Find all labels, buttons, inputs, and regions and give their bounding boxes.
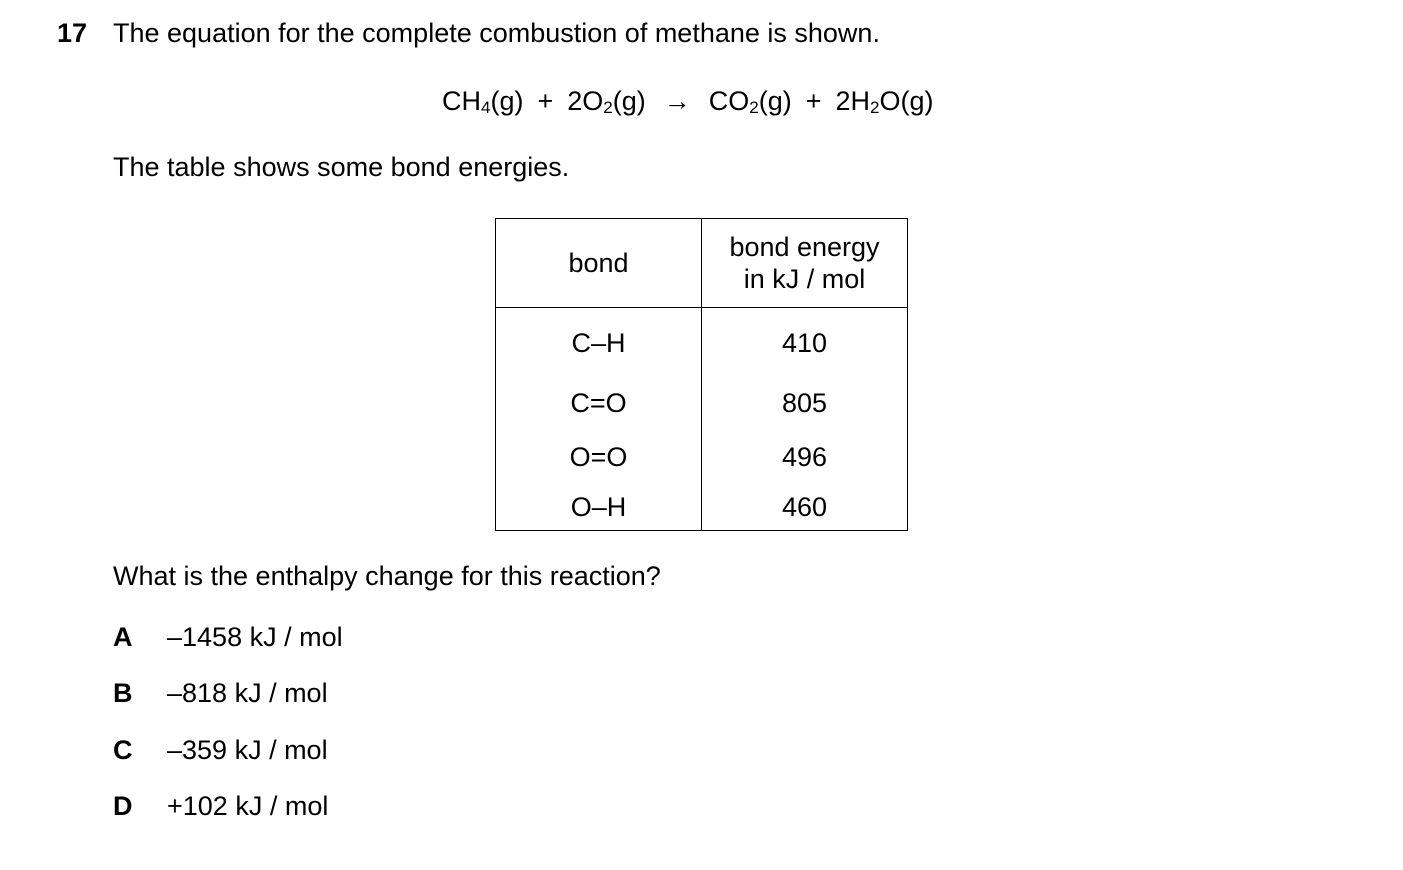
product-carbon-dioxide: $CO_2(g)$ [708, 86, 792, 117]
table-row [496, 308, 908, 377]
energy-cell: 460 [702, 484, 908, 531]
header-bond-energy [702, 219, 908, 308]
bond-cell: C=O [496, 376, 702, 430]
header-bond: bond [496, 219, 702, 308]
option-letter: D [113, 791, 133, 821]
option-b[interactable] [113, 678, 328, 709]
option-text: –818 kJ / mol [167, 678, 328, 708]
question-prompt: What is the enthalpy change for this reaction? [113, 561, 661, 591]
option-text: +102 kJ / mol [167, 791, 329, 821]
combustion-equation [442, 86, 933, 117]
option-text: –359 kJ / mol [167, 735, 328, 765]
energy-cell: 805 [702, 376, 908, 430]
option-a[interactable] [113, 622, 343, 653]
option-c[interactable] [113, 735, 328, 766]
header-energy-line2: in kJ / mol [743, 264, 866, 294]
product-water: $2H_2O(g)$ [835, 86, 934, 117]
option-letter: B [113, 678, 133, 708]
bond-cell: C–H [496, 308, 702, 377]
table-row [496, 430, 908, 484]
energy-cell: 410 [702, 308, 908, 377]
bond-cell: O–H [496, 484, 702, 531]
reactant-methane: $CH_4(g)$ [442, 86, 524, 117]
table-row [496, 376, 908, 430]
table-header-row [496, 219, 908, 308]
reaction-arrow-icon: → [663, 86, 691, 116]
energy-cell: 496 [702, 430, 908, 484]
option-d[interactable] [113, 791, 328, 822]
option-letter: C [113, 735, 133, 765]
option-text: –1458 kJ / mol [167, 622, 343, 652]
reactant-oxygen: $2O_2(g)$ [567, 86, 646, 117]
table-row [496, 484, 908, 531]
plus-sign: + [805, 86, 822, 116]
header-energy-line1: bond energy [729, 232, 880, 262]
bond-energy-table [495, 218, 908, 531]
table-intro: The table shows some bond energies. [113, 152, 570, 182]
bond-cell: O=O [496, 430, 702, 484]
question-number: 17 [57, 18, 88, 48]
option-letter: A [113, 622, 133, 652]
plus-sign: + [537, 86, 554, 116]
question-stem: The equation for the complete combustion of methane is shown. [113, 18, 880, 48]
